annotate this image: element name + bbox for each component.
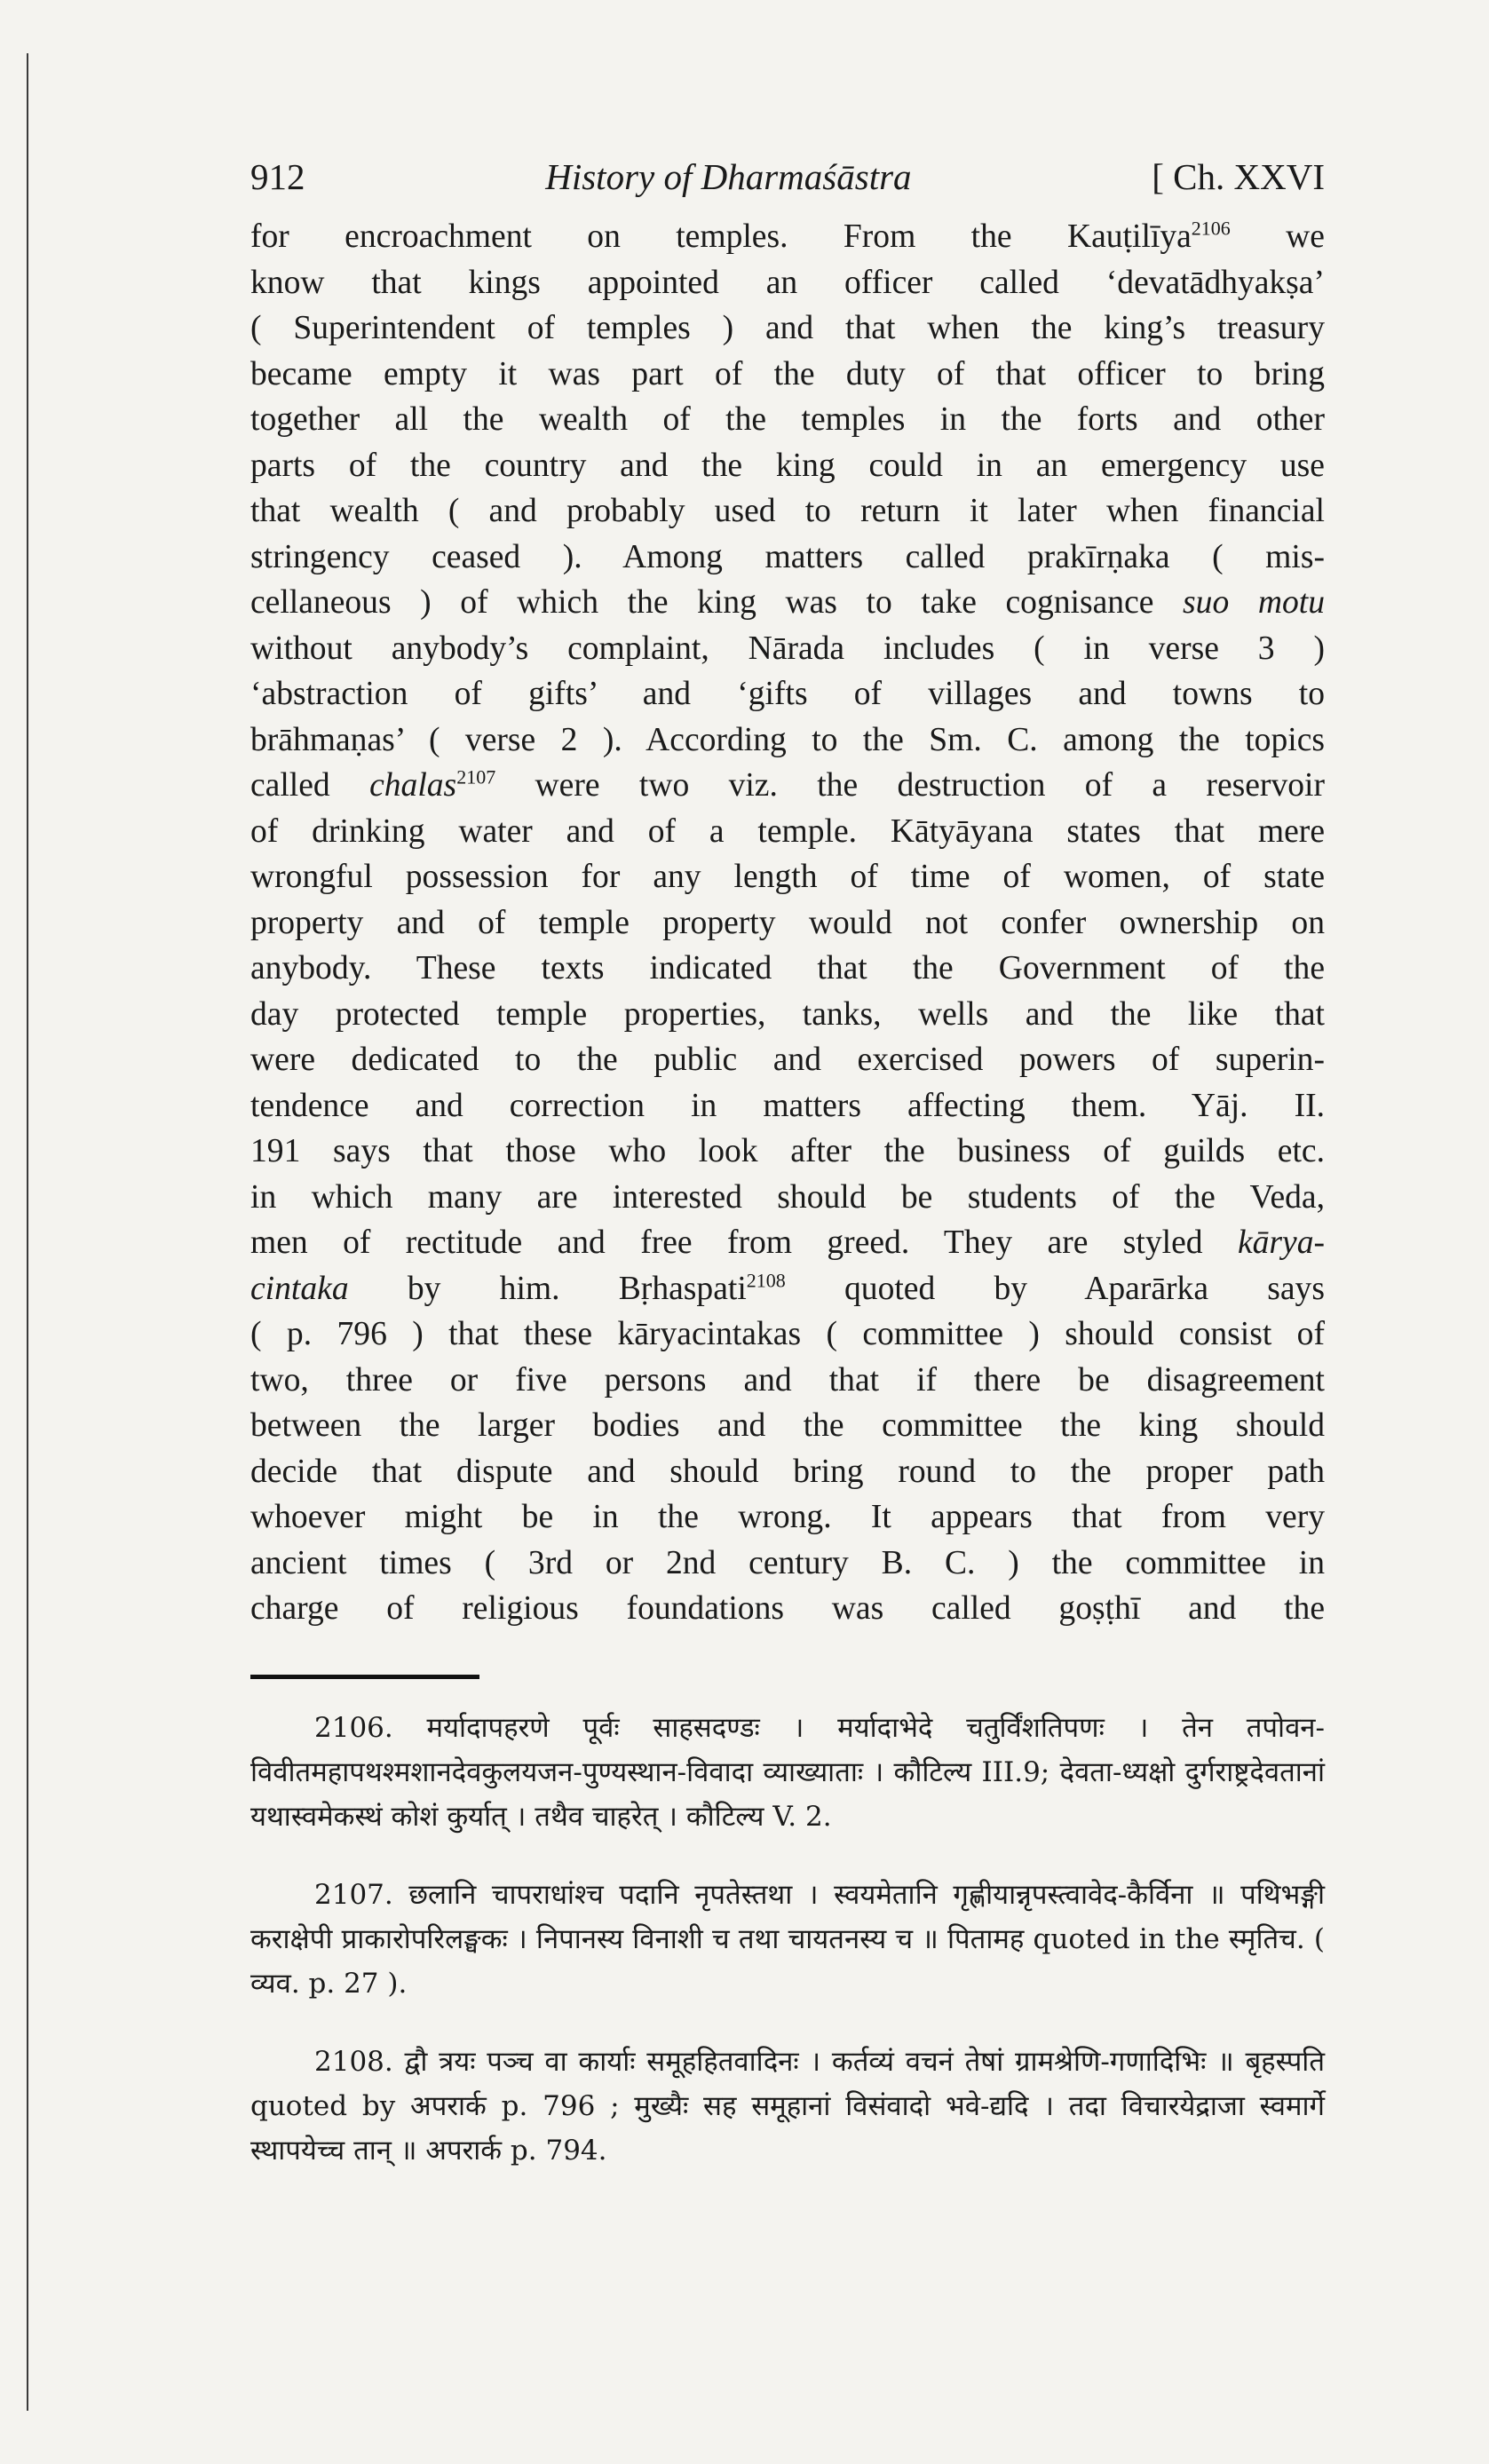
body-line: parts of the country and the king could in an emergency use	[250, 447, 1325, 484]
footnote-2108: 2108. द्वौ त्रयः पञ्च वा कार्याः समूहहितवादिनः । कर्तव्यं वचनं तेषां ग्रामश्रेणि-गणादिभिः ॥ बृहस्पति quoted by अपरार्क p. 796 ; मुख्यैः सह समूहानां विसंवादो भवे-द्यदि । तदा विचारयेद्राजा स्वमार्गे स्थापयेच्च तान् ॥ अपरार्क p. 794.	[250, 2045, 1325, 2167]
body-line: decide that dispute and should bring round to the proper path	[250, 1453, 1325, 1490]
body-line: two, three or five persons and that if there be disagreement	[250, 1361, 1325, 1398]
body-line: men of rectitude and free from greed. They are styled kārya-	[250, 1224, 1326, 1261]
footnote-2107: 2107. छलानि चापराधांश्च पदानि नृपतेस्तथा । स्वयमेतानि गृह्णीयान्नृपस्त्वावेद-कैर्विना ॥ पथिभङ्गी कराक्षेपी प्राकारोपरिलङ्घकः । निपानस्य विनाशी च तथा चायतनस्य च ॥ पितामह quoted in the स्मृतिच. ( व्यव. p. 27 ).	[250, 1878, 1325, 2000]
chapter-label: [ Ch. XXVI	[1152, 156, 1325, 197]
running-title: History of Dharmaśāstra	[545, 156, 912, 197]
body-line: anybody. These texts indicated that the Government of the	[250, 950, 1325, 986]
body-line: called chalas$^{2107}$ were two viz. the destruction of a reservoir	[250, 765, 1325, 804]
body-line: ( p. 796 ) that these kāryacintakas ( committee ) should consist of	[250, 1316, 1325, 1352]
body-line: of drinking water and of a temple. Kātyāyana states that mere	[250, 812, 1325, 850]
body-line: whoever might be in the wrong. It appears that from very	[250, 1499, 1325, 1535]
body-line: stringency ceased ). Among matters called prakīrṇaka ( mis-	[250, 538, 1325, 575]
body-line: cellaneous ) of which the king was to take cognisance suo motu	[250, 584, 1325, 621]
page-header	[250, 155, 1325, 198]
body-line: in which many are interested should be students of the Veda,	[250, 1178, 1325, 1216]
footnotes	[250, 1706, 1325, 2173]
body-line: without anybody’s complaint, Nārada includes ( in verse 3 )	[250, 630, 1325, 667]
footnote-rule	[250, 1675, 479, 1679]
body-line: cintaka by him. Bṛhaspati$^{2108}$ quoted by Aparārka says	[250, 1268, 1325, 1307]
body-line: know that kings appointed an officer called ‘devatādhyakṣa’	[250, 264, 1325, 301]
body-line: that wealth ( and probably used to return it later when financial	[250, 493, 1325, 529]
body-line: became empty it was part of the duty of that officer to bring	[250, 355, 1325, 392]
body-line: ancient times ( 3rd or 2nd century B. C. ) the committee in	[250, 1544, 1325, 1581]
book-page	[250, 155, 1325, 2207]
scan-border-line	[27, 53, 28, 2411]
body-line: 191 says that those who look after the business of guilds etc.	[250, 1133, 1325, 1169]
body-text	[250, 214, 1325, 1632]
body-line: wrongful possession for any length of time of women, of state	[250, 859, 1325, 895]
body-line: were dedicated to the public and exercised powers of superin-	[250, 1042, 1325, 1078]
footnote-2106: 2106. मर्यादापहरणे पूर्वः साहसदण्डः । मर्यादाभेदे चतुर्विंशतिपणः । तेन तपोवन-विवीतमहापथश्मशानदेवकुलयजन-पुण्यस्थान-विवादा व्याख्याताः । कौटिल्य III.9; देवता-ध्यक्षो दुर्गराष्ट्रदेवतानां यथास्वमेकस्थं कोशं कुर्यात् । तथैव चाहरेत् । कौटिल्य V. 2.	[250, 1711, 1325, 1833]
body-line: between the larger bodies and the committee the king should	[250, 1407, 1325, 1444]
body-line: day protected temple properties, tanks, wells and the like that	[250, 995, 1325, 1033]
page-number: 912	[250, 156, 305, 197]
body-line: together all the wealth of the temples in the forts and other	[250, 401, 1325, 438]
body-line: charge of religious foundations was called goṣṭhī and the	[250, 1590, 1325, 1627]
body-line: brāhmaṇas’ ( verse 2 ). According to the Sm. C. among the topics	[250, 721, 1325, 758]
footnote-ref: 2106	[1191, 217, 1231, 240]
body-line: ( Superintendent of temples ) and that when the king’s treasury	[250, 310, 1325, 346]
body-line: tendence and correction in matters affecting them. Yāj. II.	[250, 1087, 1325, 1124]
body-line: property and of temple property would not confer ownership on	[250, 904, 1325, 941]
footnote-ref: 2108	[746, 1268, 786, 1291]
body-line: ‘abstraction of gifts’ and ‘gifts of villages and towns to	[250, 676, 1325, 712]
body-line: for encroachment on temples. From the Kauṭilīya$^{2106}$ we	[250, 217, 1325, 255]
footnote-ref: 2107	[456, 765, 496, 788]
